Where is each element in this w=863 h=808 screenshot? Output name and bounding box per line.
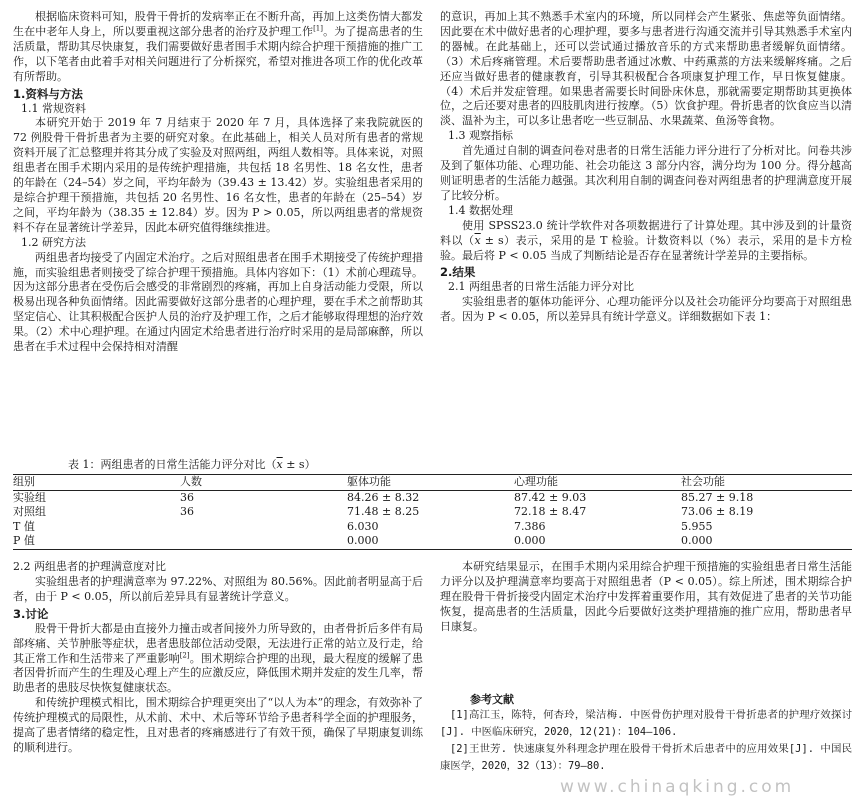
subsection-heading: 2.1 两组患者的日常生活能力评分对比 [448, 280, 634, 294]
reference-item: [1]高江玉，陈特，何杏玲，梁洁梅. 中医骨伤护理对股骨干骨折患者的护理疗效探讨[J]. 中医临床研究，2020，12(21)：104–106. [440, 709, 852, 739]
table-row [13, 520, 852, 535]
intro-text: 根据临床资料可知，股骨干骨折的发病率正在不断升高，再加上这类伤情大都发生在中老年人身上，所以要重视这部分患者的治疗及护理工作 [13, 10, 423, 38]
section-heading: 1.资料与方法 [13, 86, 83, 101]
text-span: ± s）表示，采用的是 T 检验。计数资料以（%）表示，采用的是卡方检验。最后将 P < 0.05 当成了判断结论是否存在显著统计学差异的主要指标。 [440, 233, 852, 262]
intro-text-tail: 。为了提高患者的生活质量，帮助其尽快康复，我们需要做好患者围手术期内综合护理干预措施的推广工作，以下笔者由此着手对相关问题进行了分析探究，希望对推进各项工作的优化改革有所帮助。 [13, 24, 423, 83]
table-cell: 7.386 [514, 519, 546, 533]
text-span: 股骨干骨折大都是由直接外力撞击或者间接外力所导致的，由者骨折后多伴有局部疼痛、关节肿胀等症状，患者患肢部位活动受限，无法进行正常的站立及行走，给其正常工作和生活带来了严重影响 [13, 621, 423, 665]
left-column-top [13, 10, 423, 458]
mean-symbol: $\overline{x}$ [276, 458, 283, 471]
conclusion-paragraph: 本研究结果显示，在围手术期内采用综合护理干预措施的实验组患者日常生活能力评分以及护理满意率均要高于对照组患者（P < 0.05）。综上所述，围术期综合护理在股骨干骨折接受内固定术治疗中发挥着重要作用，其有效促进了患者的关节功能恢复，提高患者的生活质量，因此今后要做好这类护理措施的推广应用，帮助患者早日康复。 [440, 560, 852, 633]
table-row [13, 490, 852, 505]
right-column-top [440, 10, 852, 458]
table-cell: P 值 [13, 534, 180, 549]
table-row [13, 534, 852, 549]
table-header-cell: 心理功能 [514, 475, 681, 491]
result-paragraph: 实验组患者的躯体功能评分、心理功能评分以及社会功能评分均要高于对照组患者。因为 P < 0.05，所以差异具有统计学意义。详细数据如下表 1： [440, 295, 852, 324]
table-cell: 实验组 [13, 490, 46, 504]
table-header-cell: 组别 [13, 475, 180, 491]
satisfaction-paragraph: 实验组患者的护理满意率为 97.22%、对照组为 80.56%。因此前者明显高于后者，由于 P < 0.05，所以前后差异具有显著统计学意义。 [13, 574, 423, 603]
subsection-heading: 1.4 数据处理 [448, 203, 513, 217]
table-header-cell: 人数 [180, 475, 347, 491]
table-header-cell: 社会功能 [681, 475, 852, 491]
discussion-paragraph [13, 622, 423, 697]
intro-paragraph [13, 10, 423, 85]
site-watermark: www.chinaqking.com [560, 777, 795, 797]
table-cell: 71.48 ± 8.25 [347, 505, 420, 518]
discussion-paragraph-2: 和传统护理模式相比，围术期综合护理更突出了“以人为本”的理念，有效弥补了传统护理模式的局限性，从术前、术中、术后等环节给予患者科学全面的护理服务，提高了患者情绪的稳定性，且对患者的疼痛感进行了有效干预，确保了早期康复训练的顺利进行。 [13, 696, 423, 754]
table-cell: 5.955 [681, 519, 713, 533]
mean-symbol: $\overline{x}$ [474, 233, 481, 247]
text-span: 表 1：两组患者的日常生活能力评分对比（ [68, 458, 277, 471]
table-header-row [13, 475, 852, 491]
citation-ref[interactable]: [1] [313, 24, 323, 33]
right-column-bottom [440, 560, 852, 805]
table-header-cell: 躯体功能 [347, 475, 514, 491]
left-column-bottom [13, 560, 423, 805]
table-cell [180, 520, 347, 535]
table-cell: 85.27 ± 9.18 [681, 490, 754, 504]
table-cell: 36 [180, 505, 194, 518]
reference-item: [2]王世芳. 快速康复外科理念护理在股骨干骨折术后患者中的应用效果[J]. 中国民康医学，2020，32（13）：79–80. [440, 743, 852, 773]
section-heading: 3.讨论 [13, 606, 49, 621]
method-paragraph: 两组患者均接受了内固定术治疗。之后对照组患者在围手术期接受了传统护理措施，而实验组患者则接受了综合护理干预措施。具体内容如下：（1）术前心理疏导。因为这部分患者在受伤后会感受的非常剧烈的疼痛，再加上自身活动能力受限，所以极易出现各种负面情绪。因此需要做好这部分患者的心理护理，要在手术之前帮助其坚定信心、让其积极配合医护人员的治疗及护理工作，之后才能够取得理想的治疗效果。（2）术中心理护理。在通过内固定术给患者进行治疗时采用的是局部麻醉，所以患者在手术过程中会保持相对清醒 [13, 250, 423, 354]
table-cell: 6.030 [347, 519, 379, 533]
table-cell: 0.000 [681, 534, 852, 549]
subsection-heading: 2.2 两组患者的护理满意度对比 [13, 560, 166, 573]
observation-paragraph: 首先通过自制的调查问卷对患者的日常生活能力评分进行了分析对比。问卷共涉及到了躯体功能、心理功能、社会功能这 3 部分内容，满分均为 100 分。得分越高则证明患者的生活能力越强。其次利用自制的调查问卷对两组患者的护理满意度开展了比较分析。 [440, 144, 852, 202]
text-span: 。围术期综合护理的出现，最大程度的缓解了患者因骨折而产生的生理及心理上产生的应激反应，降低围术期并发症的发生几率，帮助患者的患肢尽快恢复健康状态。 [13, 651, 423, 695]
table-cell: 0.000 [514, 534, 681, 549]
references-heading: 参考文献 [470, 692, 514, 706]
table-cell [180, 534, 347, 549]
text-span: 使用 SPSS23.0 统计学软件对各项数据进行了计算处理。其中涉及到的计量资料以（ [440, 218, 852, 247]
table-cell: 87.42 ± 9.03 [514, 490, 587, 504]
subsection-heading: 1.1 常规资料 [21, 101, 86, 115]
data-processing-paragraph [440, 219, 852, 264]
spacer [440, 635, 852, 693]
section-heading: 2.结果 [440, 265, 476, 280]
table-cell: 对照组 [13, 505, 46, 518]
table-caption [68, 458, 316, 473]
general-data-paragraph: 本研究开始于 2019 年 7 月结束于 2020 年 7 月，具体选择了来我院就医的 72 例股骨干骨折患者为主要的研究对象。在此基础上，相关人员对所有患者的常规资料开展了汇总整理并将其分成了实验及对照两组，两组人数相等。具体来说，对照组患者在围手术期内采用的是传统护理措施，共包括 18 名男性、18 名女性，患者的年龄在（24–54）岁之间，平均年龄为（39.43 ± 13.42）岁。实验组患者采用的是综合护理干预措施，共包括 20 名男性、16 名女性，患者的年龄在（25–54）岁之间，平均年龄为（38.35 ± 12.84）岁。因为 P > 0.05，所以两组患者的常规资料不存在显著统计学差异，因此本研究值得继续推进。 [13, 116, 423, 234]
subsection-heading: 1.2 研究方法 [21, 235, 86, 249]
text-span: ± s） [282, 458, 316, 471]
table-cell: T 值 [13, 519, 35, 533]
table-row [13, 505, 852, 520]
method-continued-paragraph: 的意识，再加上其不熟悉手术室内的环境，所以同样会产生紧张、焦虑等负面情绪。因此要在术中做好患者的心理护理，要多与患者进行沟通交流并引导其熟悉手术室内的器械。在此基础上，还可以尝试通过播放音乐的方式来帮助患者缓解负面情绪。（3）术后疼痛管理。术后要帮助患者通过冰敷、中药熏蒸的方法来缓解疼痛。之后还应当做好患者的健康教育，引导其积极配合各项康复护理工作，早日恢复健康。（4）术后并发症管理。如果患者需要长时间卧床休息，那就需要定期帮助其更换体位，之后还要对患者的四肢肌肉进行按摩。（5）饮食护理。骨折患者的饮食应当以清淡、温补为主，可以多让患者吃一些豆制品、水果蔬菜、鱼汤等食物。 [440, 10, 852, 128]
table-cell: 36 [180, 490, 194, 504]
citation-ref[interactable]: [2] [179, 650, 190, 659]
table-cell: 72.18 ± 8.47 [514, 505, 587, 518]
table-cell: 84.26 ± 8.32 [347, 490, 420, 504]
table-cell: 0.000 [347, 534, 514, 549]
table-cell: 73.06 ± 8.19 [681, 505, 754, 518]
stats-table [13, 474, 852, 550]
subsection-heading: 1.3 观察指标 [448, 129, 513, 143]
